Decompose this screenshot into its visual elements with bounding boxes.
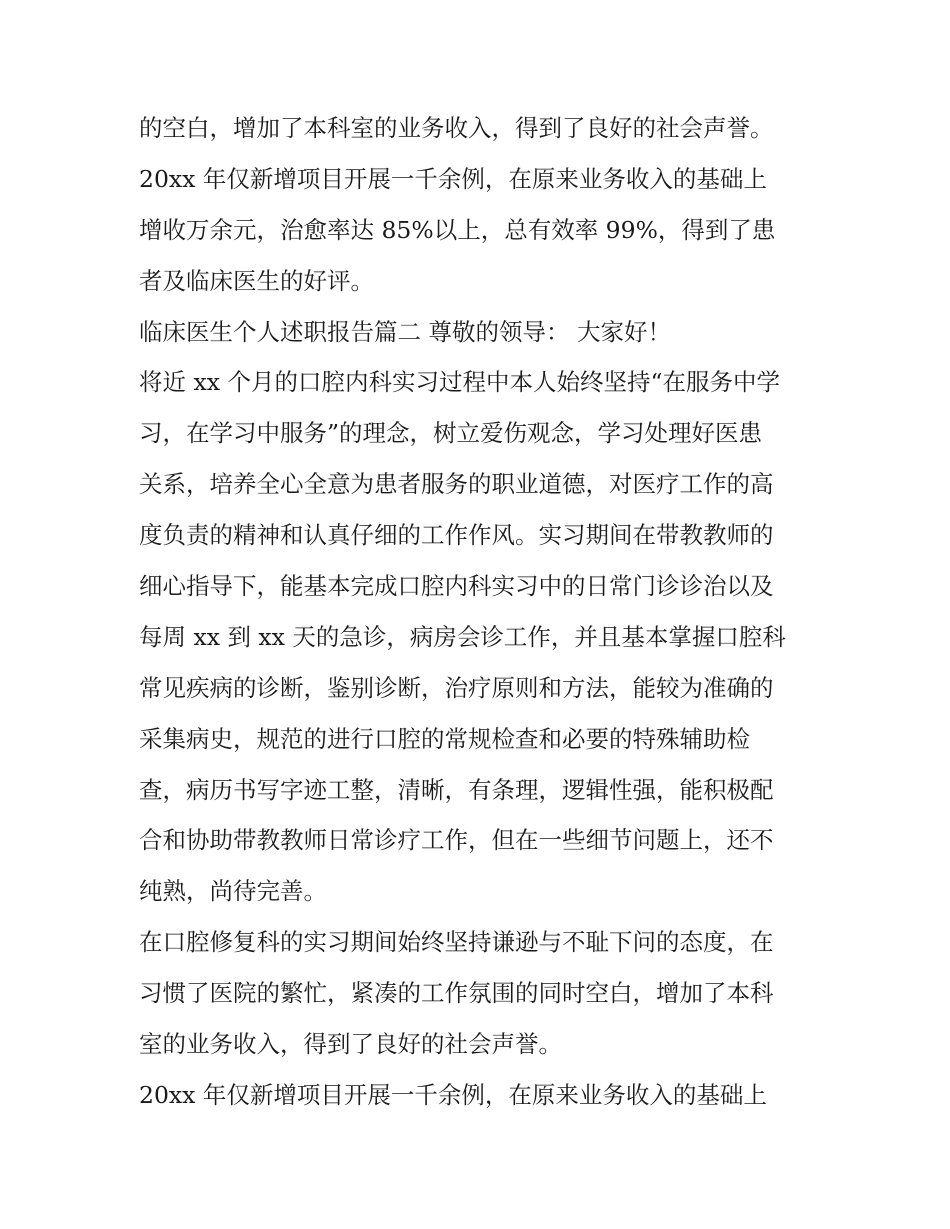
document-body bbox=[139, 103, 819, 1121]
text-line: 关系，培养全心全意为患者服务的职业道德，对医疗工作的高 bbox=[139, 470, 774, 499]
text-line: 合和协助带教教师日常诊疗工作，但在一些细节问题上，还不 bbox=[139, 826, 774, 855]
text-line: 20xx 年仅新增项目开展一千余例，在原来业务收入的基础上 bbox=[139, 1080, 767, 1109]
text-line: 习，在学习中服务”的理念，树立爱伤观念，学习处理好医患 bbox=[139, 419, 763, 448]
section-heading-line: 临床医生个人述职报告篇二 尊敬的领导： 大家好！ bbox=[139, 317, 671, 346]
text-line: 每周 xx 到 xx 天的急诊，病房会诊工作，并且基本掌握口腔科 bbox=[139, 622, 786, 651]
text-line: 纯熟，尚待完善。 bbox=[139, 877, 327, 906]
text-line: 常见疾病的诊断，鉴别诊断，治疗原则和方法，能较为准确的 bbox=[139, 673, 774, 702]
text-line: 将近 xx 个月的口腔内科实习过程中本人始终坚持“在服务中学 bbox=[139, 368, 780, 397]
text-line: 室的业务收入，得到了良好的社会声誉。 bbox=[139, 1030, 562, 1059]
text-line: 采集病史，规范的进行口腔的常规检查和必要的特殊辅助检 bbox=[139, 724, 750, 753]
text-line: 查，病历书写字迹工整，清晰，有条理，逻辑性强，能积极配 bbox=[139, 775, 774, 804]
text-line: 习惯了医院的繁忙，紧凑的工作氛围的同时空白，增加了本科 bbox=[139, 979, 774, 1008]
text-line: 度负责的精神和认真仔细的工作作风。实习期间在带教教师的 bbox=[139, 521, 774, 550]
text-line: 增收万余元，治愈率达 85%以上，总有效率 99%，得到了患 bbox=[139, 215, 776, 244]
text-line: 者及临床医生的好评。 bbox=[139, 266, 374, 295]
text-line: 在口腔修复科的实习期间始终坚持谦逊与不耻下问的态度，在 bbox=[139, 928, 774, 957]
text-line: 的空白，增加了本科室的业务收入，得到了良好的社会声誉。 bbox=[139, 114, 774, 142]
text-line: 20xx 年仅新增项目开展一千余例，在原来业务收入的基础上 bbox=[139, 164, 767, 193]
text-line: 细心指导下，能基本完成口腔内科实习中的日常门诊诊治以及 bbox=[139, 572, 774, 601]
